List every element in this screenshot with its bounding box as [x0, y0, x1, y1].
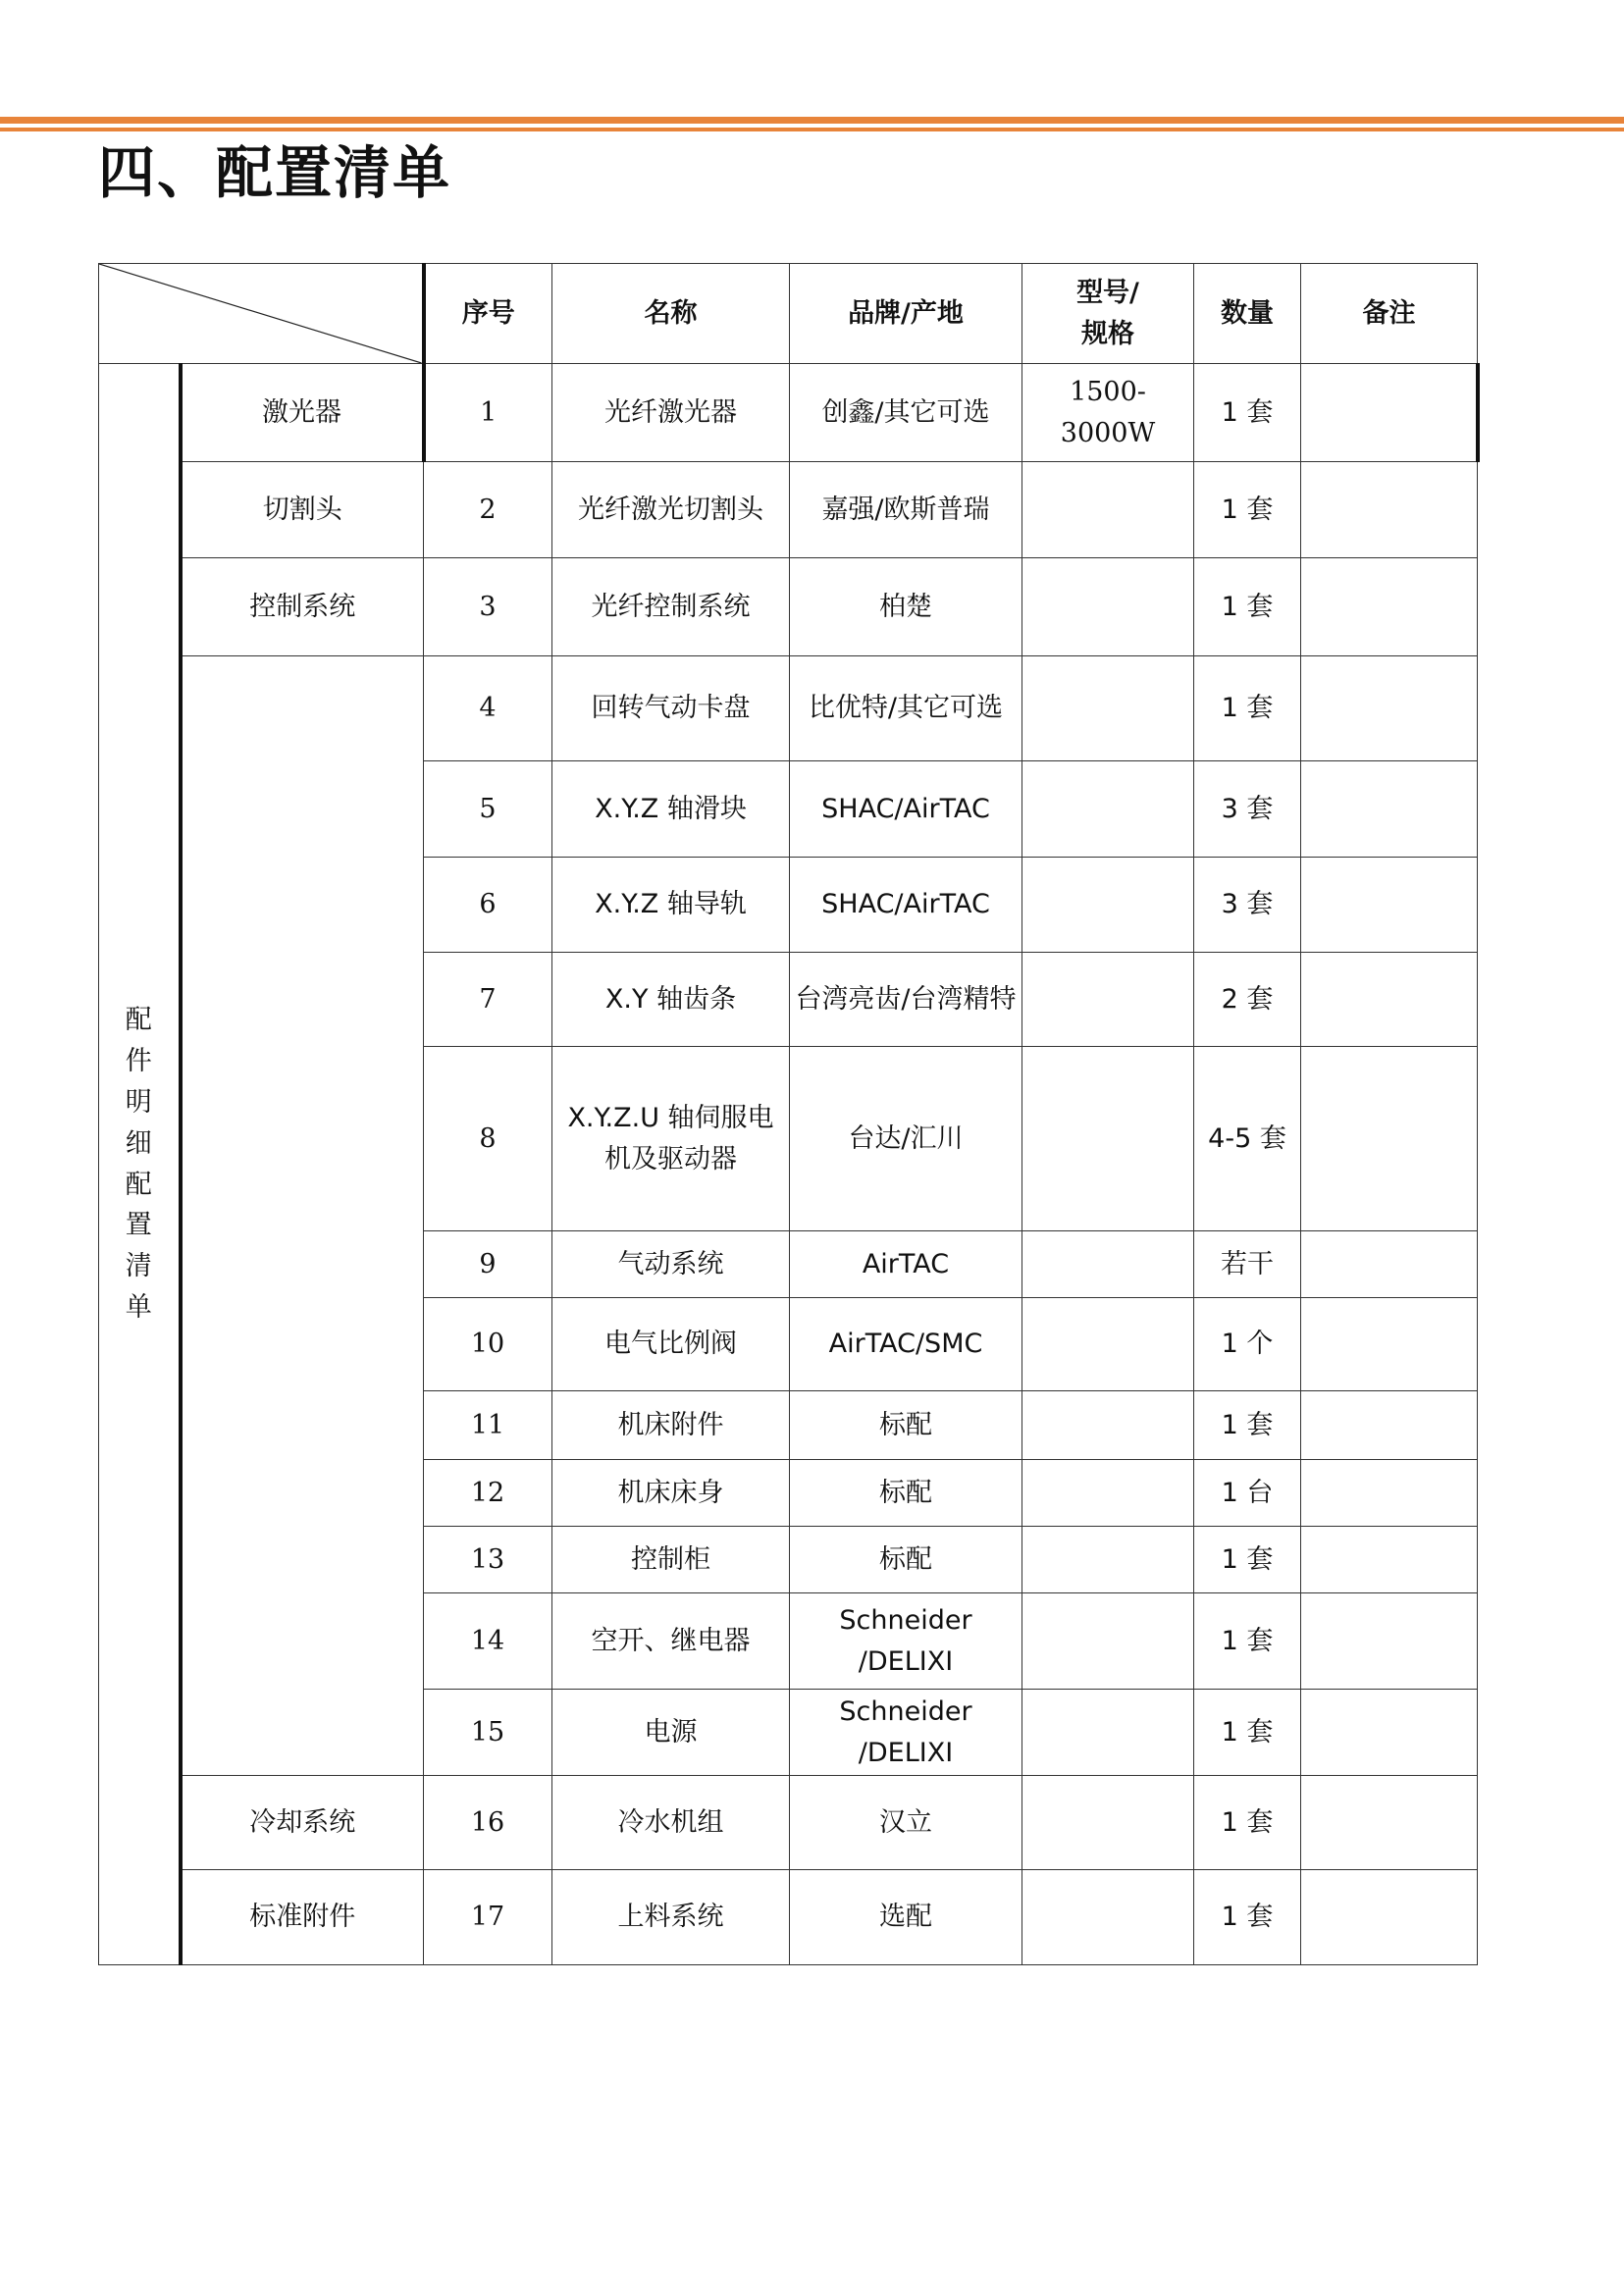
cell-name: X.Y 轴齿条: [552, 953, 790, 1047]
cell-model: 1500-3000W: [1022, 364, 1194, 462]
cell-model: [1022, 858, 1194, 953]
cell-brand: 比优特/其它可选: [790, 656, 1022, 761]
cell-note: [1301, 1593, 1478, 1690]
cell-note: [1301, 558, 1478, 656]
cell-brand: 选配: [790, 1870, 1022, 1965]
cell-qty: 1 套: [1194, 1690, 1301, 1776]
cell-qty: 1 台: [1194, 1460, 1301, 1527]
header-model-line1: 型号/: [1076, 277, 1139, 308]
cell-note: [1301, 1231, 1478, 1298]
cell-qty: 1 套: [1194, 558, 1301, 656]
cell-brand: 台达/汇川: [790, 1047, 1022, 1231]
header-model-line2: 规格: [1081, 318, 1134, 349]
cell-brand: 标配: [790, 1391, 1022, 1460]
cell-model: [1022, 656, 1194, 761]
section-heading: 四、配置清单: [98, 139, 452, 206]
cell-qty: 1 个: [1194, 1298, 1301, 1391]
table-row: [99, 462, 1478, 558]
cell-brand: Schneider /DELIXI: [790, 1593, 1022, 1690]
cell-note: [1301, 1391, 1478, 1460]
cell-model: [1022, 462, 1194, 558]
table-row: [99, 656, 1478, 761]
cell-note: [1301, 462, 1478, 558]
header-name: 名称: [552, 264, 790, 364]
category-mechanical-blank: [181, 656, 424, 1776]
side-char: 细: [125, 1127, 152, 1159]
header-brand: 品牌/产地: [790, 264, 1022, 364]
side-char: 明: [125, 1086, 152, 1118]
cell-brand: AirTAC/SMC: [790, 1298, 1022, 1391]
cell-brand: 柏楚: [790, 558, 1022, 656]
cell-note: [1301, 1298, 1478, 1391]
cell-qty: 1 套: [1194, 1870, 1301, 1965]
cell-qty: 1 套: [1194, 462, 1301, 558]
cell-seq: 12: [424, 1460, 552, 1527]
cell-qty: 1 套: [1194, 1527, 1301, 1593]
cell-name: 光纤控制系统: [552, 558, 790, 656]
cell-qty: 1 套: [1194, 1391, 1301, 1460]
cell-name: 光纤激光器: [552, 364, 790, 462]
diagonal-header-cell: [99, 264, 424, 364]
side-char: 配: [125, 1169, 152, 1200]
category-cutting-head: 切割头: [181, 462, 424, 558]
header-rule-bottom: [0, 128, 1624, 131]
side-char: 清: [125, 1251, 152, 1282]
table-row: [99, 364, 1478, 462]
cell-seq: 8: [424, 1047, 552, 1231]
cell-note: [1301, 1460, 1478, 1527]
cell-brand: 嘉强/欧斯普瑞: [790, 462, 1022, 558]
cell-note: [1301, 1690, 1478, 1776]
cell-name: 机床附件: [552, 1391, 790, 1460]
cell-qty: 3 套: [1194, 858, 1301, 953]
cell-qty: 1 套: [1194, 1776, 1301, 1870]
cell-qty: 1 套: [1194, 656, 1301, 761]
cell-brand: SHAC/AirTAC: [790, 761, 1022, 858]
cell-seq: 16: [424, 1776, 552, 1870]
cell-model: [1022, 1527, 1194, 1593]
cell-brand: 创鑫/其它可选: [790, 364, 1022, 462]
cell-note: [1301, 1776, 1478, 1870]
cell-seq: 4: [424, 656, 552, 761]
table-row: [99, 1776, 1478, 1870]
cell-name: 控制柜: [552, 1527, 790, 1593]
cell-note: [1301, 761, 1478, 858]
cell-seq: 6: [424, 858, 552, 953]
side-char: 配: [125, 1005, 152, 1036]
cell-qty: 2 套: [1194, 953, 1301, 1047]
cell-qty: 1 套: [1194, 1593, 1301, 1690]
side-label: [99, 364, 181, 1965]
cell-name: 光纤激光切割头: [552, 462, 790, 558]
cell-name: 回转气动卡盘: [552, 656, 790, 761]
cell-model: [1022, 953, 1194, 1047]
cell-name: 冷水机组: [552, 1776, 790, 1870]
category-control: 控制系统: [181, 558, 424, 656]
cell-qty: 1 套: [1194, 364, 1301, 462]
cell-qty: 3 套: [1194, 761, 1301, 858]
cell-model: [1022, 761, 1194, 858]
category-cooling: 冷却系统: [181, 1776, 424, 1870]
side-char: 件: [125, 1045, 152, 1076]
header-qty: 数量: [1194, 264, 1301, 364]
cell-brand: 汉立: [790, 1776, 1022, 1870]
table-row: [99, 558, 1478, 656]
cell-model: [1022, 1231, 1194, 1298]
diagonal-line: [99, 264, 422, 363]
cell-seq: 13: [424, 1527, 552, 1593]
cell-brand: 标配: [790, 1460, 1022, 1527]
table-row: [99, 1870, 1478, 1965]
cell-name: 电源: [552, 1690, 790, 1776]
cell-model: [1022, 1460, 1194, 1527]
cell-model: [1022, 558, 1194, 656]
cell-note: [1301, 656, 1478, 761]
cell-brand: Schneider /DELIXI: [790, 1690, 1022, 1776]
side-char: 单: [125, 1292, 152, 1324]
cell-name: X.Y.Z 轴导轨: [552, 858, 790, 953]
header-row: [99, 264, 1478, 364]
cell-note: [1301, 364, 1478, 462]
cell-model: [1022, 1593, 1194, 1690]
cell-seq: 15: [424, 1690, 552, 1776]
cell-brand: 标配: [790, 1527, 1022, 1593]
cell-name: 上料系统: [552, 1870, 790, 1965]
configuration-table: [98, 263, 1480, 1965]
header-model: [1022, 264, 1194, 364]
cell-name: 空开、继电器: [552, 1593, 790, 1690]
cell-name: 机床床身: [552, 1460, 790, 1527]
cell-seq: 3: [424, 558, 552, 656]
cell-qty: 若干: [1194, 1231, 1301, 1298]
cell-note: [1301, 1870, 1478, 1965]
cell-seq: 7: [424, 953, 552, 1047]
cell-seq: 14: [424, 1593, 552, 1690]
cell-seq: 1: [424, 364, 552, 462]
cell-seq: 5: [424, 761, 552, 858]
cell-model: [1022, 1047, 1194, 1231]
category-accessory: 标准附件: [181, 1870, 424, 1965]
cell-seq: 2: [424, 462, 552, 558]
cell-brand: SHAC/AirTAC: [790, 858, 1022, 953]
cell-brand: AirTAC: [790, 1231, 1022, 1298]
cell-brand: 台湾亮齿/台湾精特: [790, 953, 1022, 1047]
cell-note: [1301, 858, 1478, 953]
category-laser: 激光器: [181, 364, 424, 462]
header-rule-top: [0, 117, 1624, 124]
cell-name: X.Y.Z 轴滑块: [552, 761, 790, 858]
cell-seq: 17: [424, 1870, 552, 1965]
cell-note: [1301, 1527, 1478, 1593]
cell-name: 气动系统: [552, 1231, 790, 1298]
cell-model: [1022, 1870, 1194, 1965]
cell-qty: 4-5 套: [1194, 1047, 1301, 1231]
header-seq: 序号: [424, 264, 552, 364]
cell-model: [1022, 1690, 1194, 1776]
cell-model: [1022, 1298, 1194, 1391]
side-char: 置: [125, 1210, 152, 1241]
cell-model: [1022, 1776, 1194, 1870]
cell-note: [1301, 1047, 1478, 1231]
cell-name: 电气比例阀: [552, 1298, 790, 1391]
cell-seq: 10: [424, 1298, 552, 1391]
cell-seq: 11: [424, 1391, 552, 1460]
cell-note: [1301, 953, 1478, 1047]
cell-model: [1022, 1391, 1194, 1460]
header-note: 备注: [1301, 264, 1478, 364]
cell-seq: 9: [424, 1231, 552, 1298]
cell-name: X.Y.Z.U 轴伺服电机及驱动器: [552, 1047, 790, 1231]
